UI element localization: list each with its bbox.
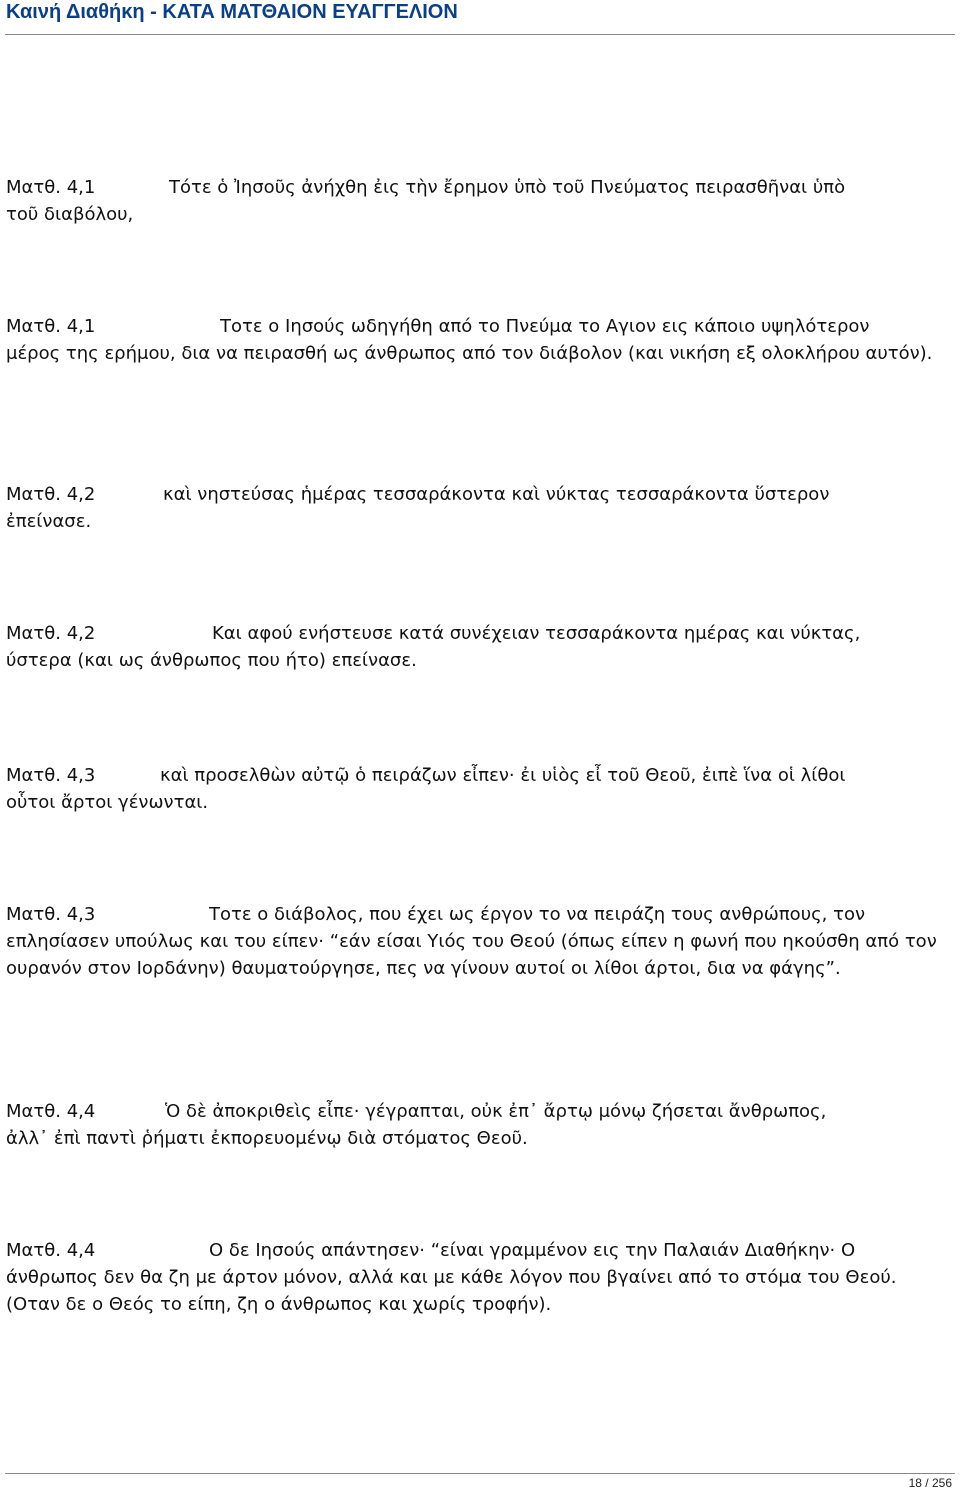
verse-continuation: επλησίασεν υπούλως και του είπεν· “εάν είσαι Υιός του Θεού (όπως είπεν η φωνή που ηκούσθη από τον ουρανόν στον Ιορδάνην) θαυματούργησε, πες να γίνουν αυτοί οι λίθοι άρτοι, δια να φάγης”.	[6, 931, 937, 979]
verse-reference: Ματθ. 4,4	[6, 1240, 96, 1261]
verse-continuation: ἀλλ᾿ ἐπὶ παντὶ ῥήματι ἐκπορευομένῳ διὰ στόματος Θεοῦ.	[6, 1128, 528, 1149]
verse-block	[6, 620, 951, 674]
verse-continuation: ἐπείνασε.	[6, 511, 92, 532]
verse-continuation: ύστερα (και ως άνθρωπος που ήτο) επείνασε.	[6, 650, 417, 671]
verse-reference: Ματθ. 4,3	[6, 904, 96, 925]
verse-text: καὶ προσελθὼν αὐτῷ ὁ πειράζων εἶπεν· ἐι υἱὸς εἶ τοῦ Θεοῦ, ἐιπὲ ἵνα οἱ λίθοι	[160, 765, 846, 786]
verse-text: Τοτε ο διάβολος, που έχει ως έργον το να πειράζη τους ανθρώπους, τον	[209, 904, 866, 925]
verse-block	[6, 313, 951, 367]
verse-block	[6, 481, 951, 535]
verse-reference: Ματθ. 4,2	[6, 623, 96, 644]
verse-first-line	[6, 762, 951, 789]
verse-reference: Ματθ. 4,3	[6, 765, 96, 786]
verse-reference: Ματθ. 4,1	[6, 177, 96, 198]
verse-continuation: μέρος της ερήμου, δια να πειρασθή ως άνθρωπος από τον διάβολον (και νικήση εξ ολοκλήρου αυτόν).	[6, 343, 933, 364]
verse-first-line	[6, 174, 951, 201]
verse-continuation: τοῦ διαβόλου,	[6, 204, 134, 225]
verse-block	[6, 1098, 951, 1152]
verse-first-line	[6, 620, 951, 647]
verse-block	[6, 174, 951, 228]
verse-text: Ο δε Ιησούς απάντησεν· “είναι γραμμένον εις την Παλαιάν Διαθήκην· Ο	[209, 1240, 856, 1261]
verse-first-line	[6, 481, 951, 508]
verse-continuation: οὗτοι ἄρτοι γένωνται.	[6, 792, 209, 813]
verse-first-line	[6, 1237, 951, 1264]
verse-reference: Ματθ. 4,1	[6, 316, 96, 337]
header-divider	[5, 34, 955, 35]
verse-text: Και αφού ενήστευσε κατά συνέχειαν τεσσαράκοντα ημέρας και νύκτας,	[212, 623, 861, 644]
verse-first-line	[6, 901, 951, 928]
document-title: Καινή Διαθήκη - ΚΑΤΑ ΜΑΤΘΑΙΟΝ ΕΥΑΓΓΕΛΙΟΝ	[6, 1, 458, 23]
verse-text: Τοτε ο Ιησούς ωδηγήθη από το Πνεύμα το Αγιον εις κάποιο υψηλότερον	[220, 316, 870, 337]
verse-text: Ὁ δὲ ἀποκριθεὶς εἶπε· γέγραπται, οὐκ ἐπ᾿ ἄρτῳ μόνῳ ζήσεται ἄνθρωπος,	[165, 1101, 827, 1122]
verse-block	[6, 762, 951, 816]
page-number: 18 / 256	[908, 1476, 952, 1490]
verse-reference: Ματθ. 4,4	[6, 1101, 96, 1122]
verse-text: καὶ νηστεύσας ἡμέρας τεσσαράκοντα καὶ νύκτας τεσσαράκοντα ὕστερον	[163, 484, 830, 505]
footer-divider	[5, 1473, 955, 1474]
verse-block	[6, 1237, 951, 1318]
verse-reference: Ματθ. 4,2	[6, 484, 96, 505]
verse-continuation: άνθρωπος δεν θα ζη με άρτον μόνον, αλλά και με κάθε λόγον που βγαίνει από το στόμα του Θεού. (Οταν δε ο Θεός το είπη, ζη ο άνθρωπος και χωρίς τροφήν).	[6, 1267, 897, 1315]
verse-first-line	[6, 313, 951, 340]
verse-first-line	[6, 1098, 951, 1125]
verse-text: Τότε ὁ Ἰησοῦς ἀνήχθη ἐις τὴν ἔρημον ὑπὸ τοῦ Πνεύματος πειρασθῆναι ὑπὸ	[169, 177, 846, 198]
verse-block	[6, 901, 951, 982]
